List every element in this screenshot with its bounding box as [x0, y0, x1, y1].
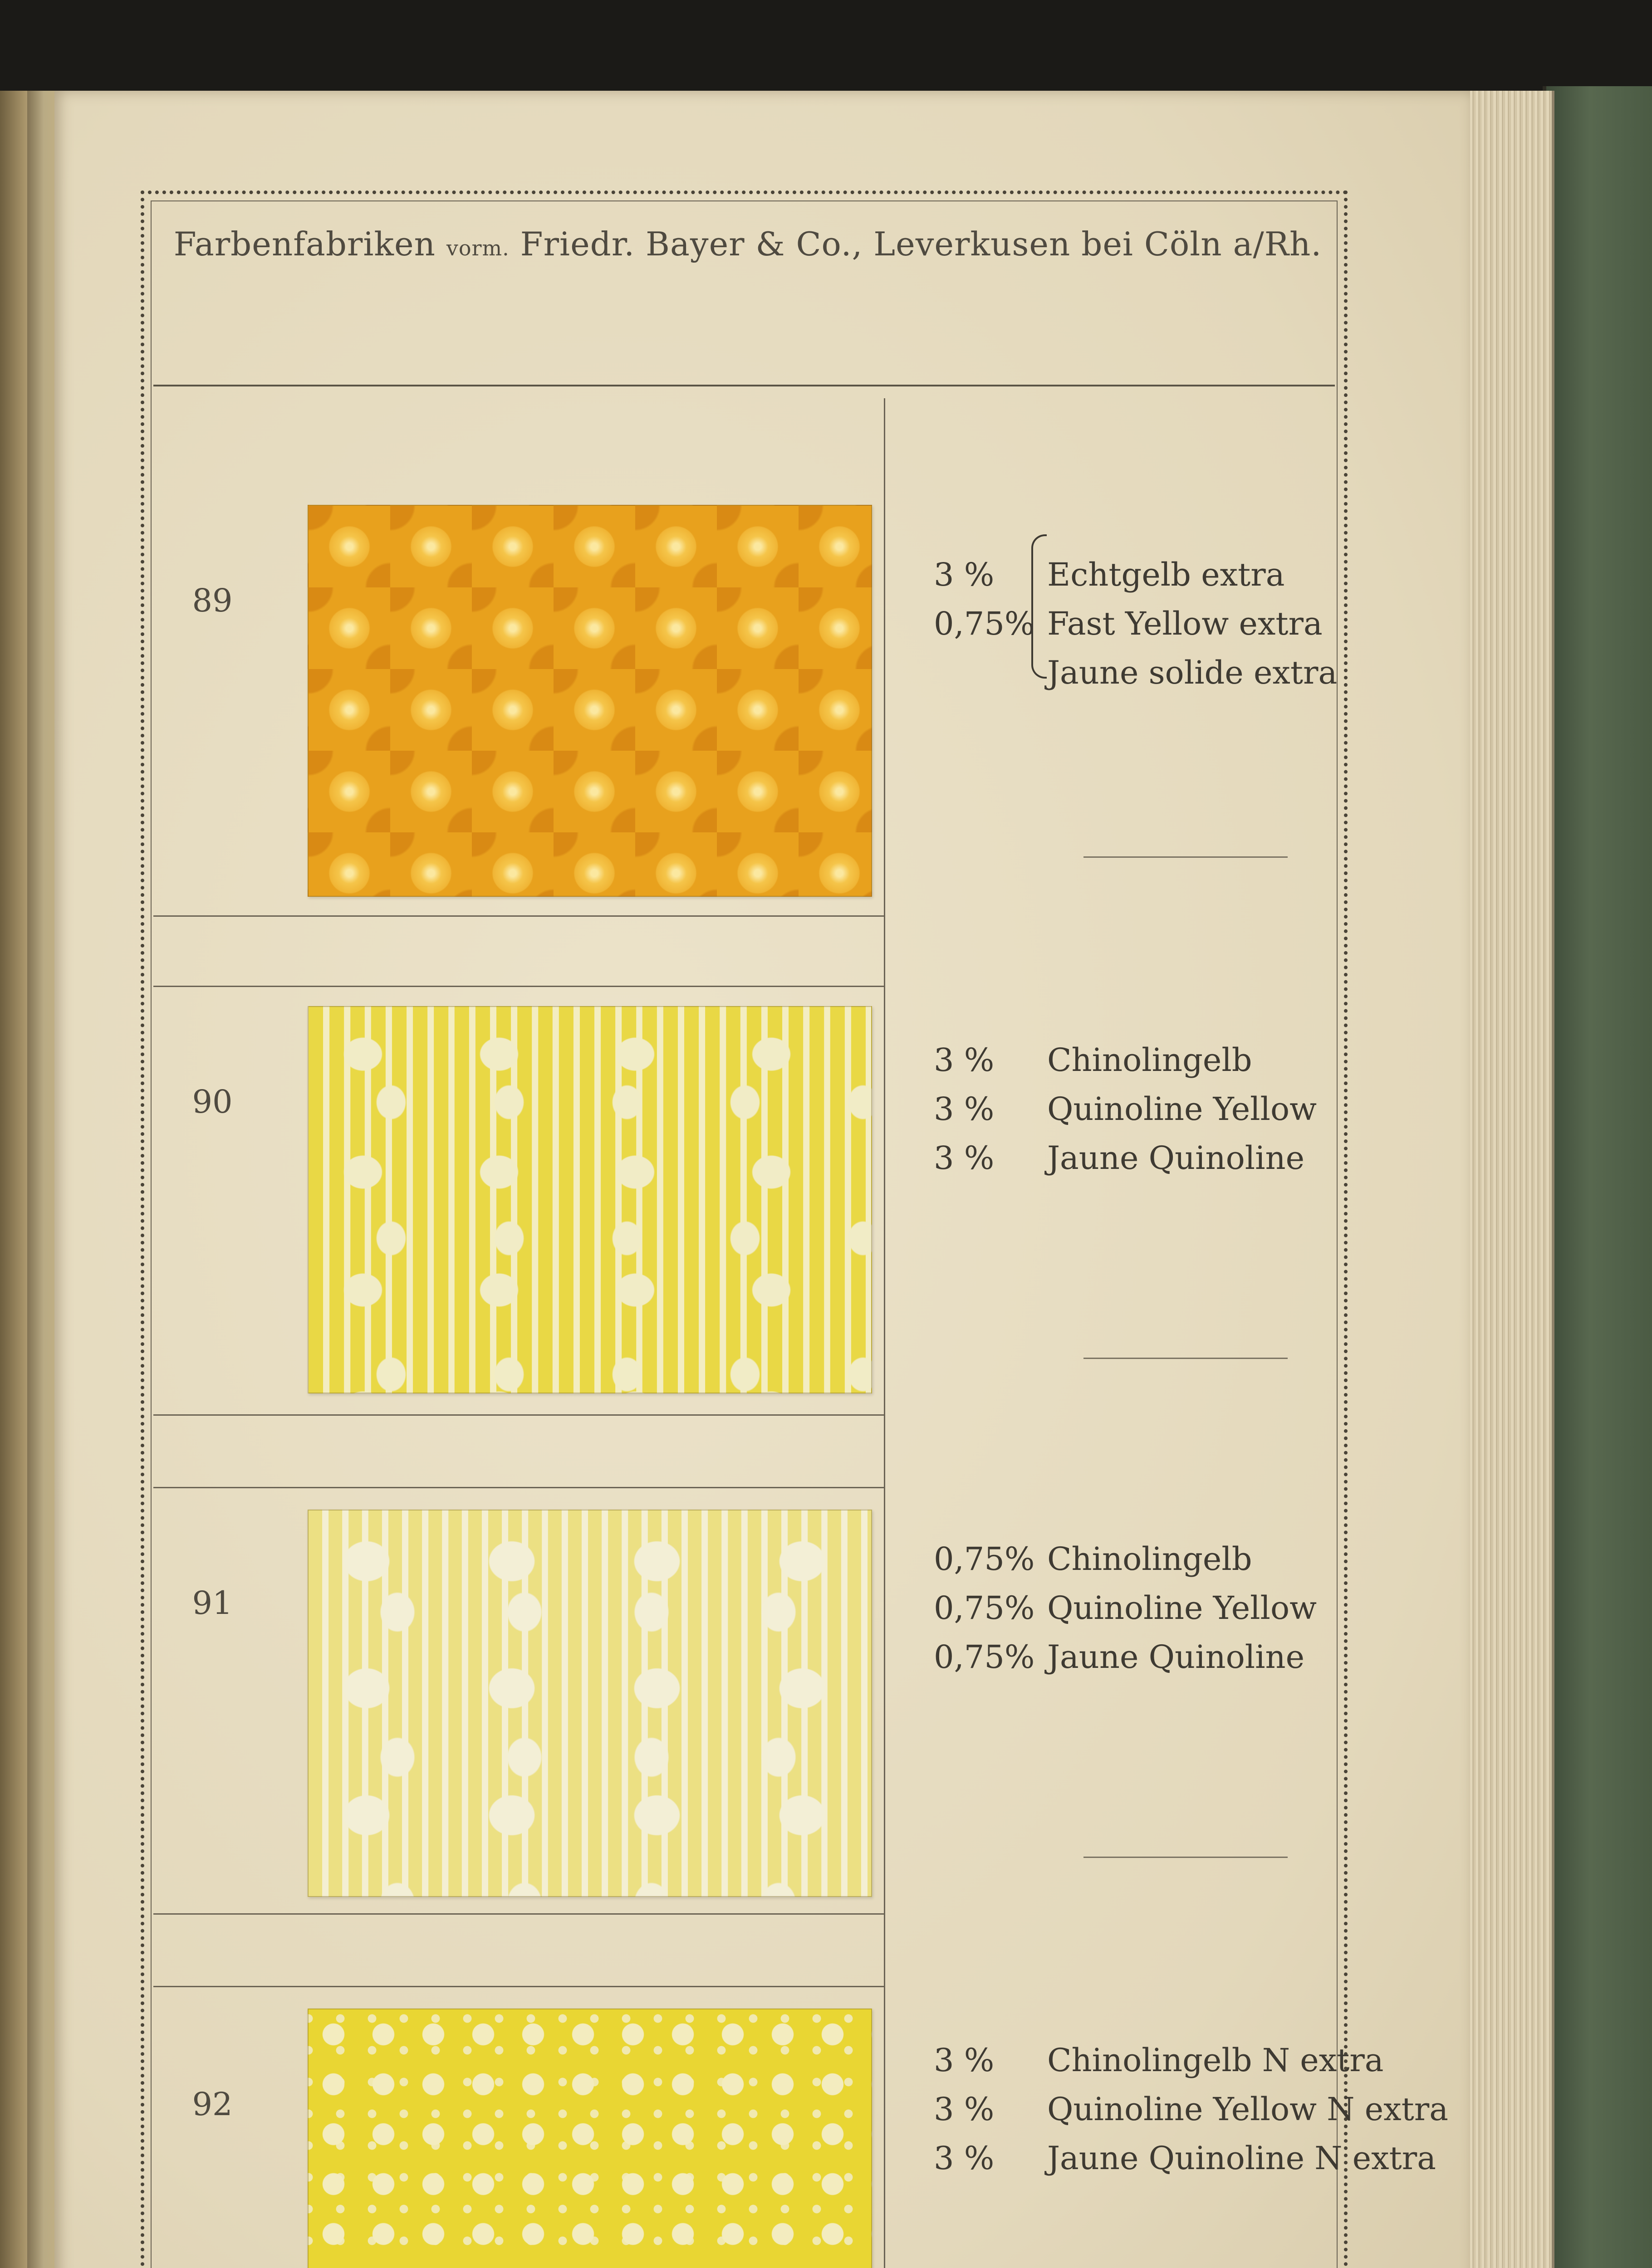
dye-percentage: 3 % — [934, 556, 995, 593]
separator-rule — [1083, 1857, 1288, 1858]
dye-name: Chinolingelb — [1047, 1041, 1252, 1079]
fabric-swatch-89 — [308, 505, 872, 897]
sample-91-entry — [934, 1535, 1317, 1681]
row-rule — [153, 915, 884, 917]
dye-name: Jaune Quinoline — [1047, 1139, 1305, 1177]
dye-percentage: 0,75% — [934, 1540, 1035, 1578]
row-rule — [153, 986, 884, 987]
sample-number: 90 — [192, 1083, 233, 1120]
dye-line — [934, 648, 1337, 697]
dye-line — [934, 1584, 1317, 1633]
header-rest: Friedr. Bayer & Co., Leverkusen bei Cöln a/Rh. — [520, 225, 1322, 263]
dye-line — [934, 1036, 1317, 1085]
dye-percentage: 0,75% — [934, 1638, 1035, 1676]
dye-percentage: 3 % — [934, 2042, 995, 2079]
dye-percentage: 3 % — [934, 2140, 995, 2177]
dye-percentage: 3 % — [934, 2091, 995, 2128]
dye-line — [934, 2134, 1448, 2183]
dye-percentage: 0,75% — [934, 1589, 1035, 1627]
sample-number: 91 — [192, 1584, 233, 1622]
book-page — [54, 91, 1470, 2268]
separator-rule — [1083, 1358, 1288, 1359]
sample-92-entry — [934, 2036, 1448, 2183]
sample-number: 92 — [192, 2086, 233, 2123]
sample-90-entry — [934, 1036, 1317, 1183]
row-rule — [153, 1913, 884, 1915]
fabric-swatch-90 — [308, 1006, 872, 1393]
dye-name: Jaune solide extra — [1047, 654, 1338, 691]
dye-name: Chinolingelb — [1047, 1540, 1252, 1578]
book-cover — [1543, 86, 1652, 2268]
dye-name: Quinoline Yellow N extra — [1047, 2091, 1448, 2128]
dye-percentage: 3 % — [934, 1139, 995, 1177]
header-vorm: vorm. — [446, 236, 510, 260]
dye-name: Quinoline Yellow — [1047, 1090, 1317, 1128]
dye-name: Fast Yellow extra — [1047, 605, 1323, 642]
row-rule — [153, 1986, 884, 1987]
column-divider — [884, 398, 885, 2268]
dye-line — [934, 1633, 1317, 1681]
dye-line — [934, 2036, 1448, 2085]
dye-name: Quinoline Yellow — [1047, 1589, 1317, 1627]
dye-percentage: 3 % — [934, 1090, 995, 1128]
row-rule — [153, 1414, 884, 1416]
dye-line — [934, 1085, 1317, 1134]
dye-name: Jaune Quinoline — [1047, 1638, 1305, 1676]
dye-name: Jaune Quinoline N extra — [1047, 2140, 1436, 2177]
dye-line — [934, 2085, 1448, 2134]
dye-percentage: 3 % — [934, 1041, 995, 1079]
fabric-swatch-91 — [308, 1510, 872, 1897]
page-header — [144, 225, 1351, 263]
dye-line — [934, 550, 1337, 599]
page-frame — [141, 191, 1448, 2268]
dye-name: Echtgelb extra — [1047, 556, 1285, 593]
row-rule — [153, 1487, 884, 1488]
dye-line — [934, 599, 1337, 648]
header-rule — [153, 385, 1335, 386]
fabric-swatch-92 — [308, 2009, 872, 2268]
sample-89-entry — [934, 550, 1337, 697]
dye-line — [934, 1535, 1317, 1584]
spine-shadow — [27, 91, 54, 2268]
dye-percentage: 0,75% — [934, 605, 1035, 642]
header-firm: Farbenfabriken — [173, 225, 436, 263]
sample-number: 89 — [192, 582, 233, 619]
separator-rule — [1083, 856, 1288, 858]
dye-name: Chinolingelb N extra — [1047, 2042, 1384, 2079]
dye-line — [934, 1134, 1317, 1183]
